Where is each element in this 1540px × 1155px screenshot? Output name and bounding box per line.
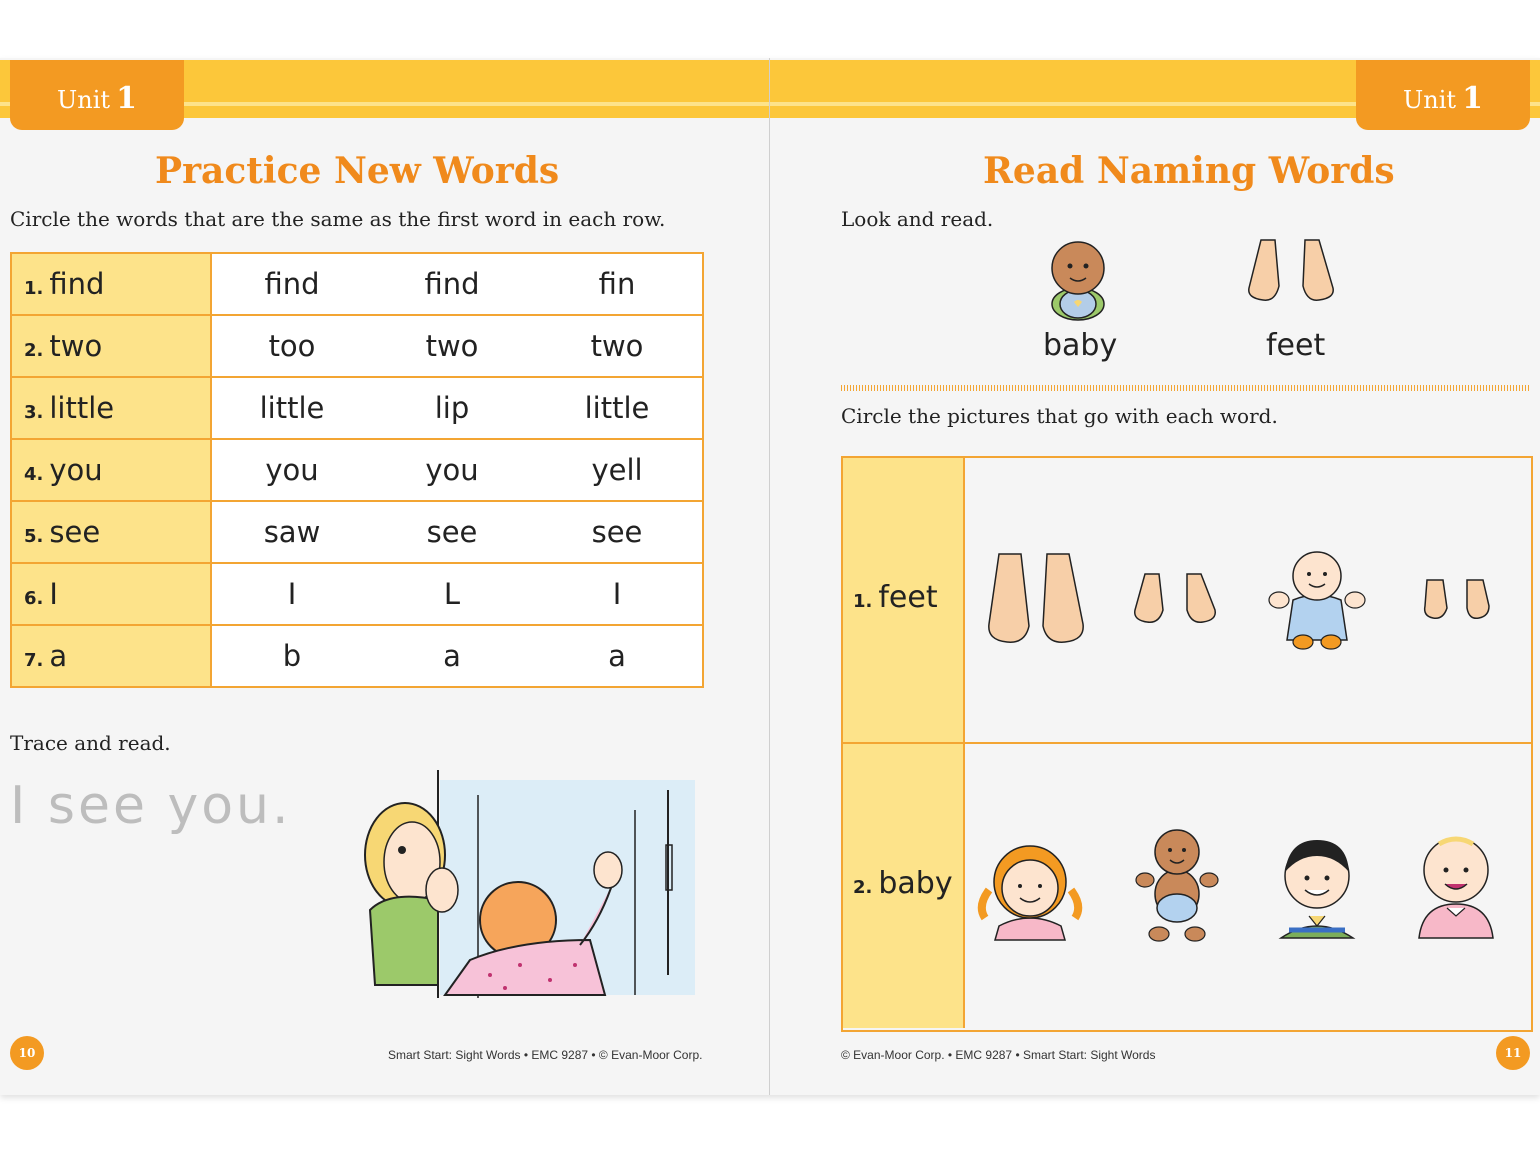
word-choice[interactable]: you (211, 439, 372, 501)
word-choice[interactable]: two (532, 315, 703, 377)
bare-feet-icon[interactable] (981, 550, 1091, 646)
row-number: 4. (24, 464, 44, 485)
baby-feet-icon[interactable] (1419, 576, 1493, 622)
girl-with-pigtails-icon[interactable] (975, 830, 1085, 942)
word-choice[interactable]: two (372, 315, 532, 377)
trace-instruction: Trace and read. (10, 731, 171, 755)
look-word: baby (1043, 328, 1118, 363)
word-choice[interactable]: saw (211, 501, 372, 563)
table-row (11, 563, 703, 625)
table-row (11, 625, 703, 687)
page-title: Practice New Words (155, 150, 560, 192)
workbook-spread (0, 58, 1540, 1095)
word-choice[interactable]: I (532, 563, 703, 625)
unit-label: Unit (57, 86, 111, 114)
word-table (10, 252, 704, 688)
row-number: 3. (24, 402, 44, 423)
target-word: feet (878, 580, 938, 615)
instruction: Circle the words that are the same as the first word in each row. (10, 207, 666, 231)
footer-credit: Smart Start: Sight Words • EMC 9287 • © Evan-Moor Corp. (388, 1048, 703, 1062)
unit-number: 1 (1462, 81, 1483, 116)
target-word-cell (843, 744, 965, 1028)
word-choice[interactable]: find (372, 253, 532, 315)
picture-table (841, 456, 1533, 1032)
word-choice[interactable]: a (532, 625, 703, 687)
target-word-cell (11, 439, 211, 501)
word-choice[interactable]: yell (532, 439, 703, 501)
baby-face-illustration (1044, 236, 1112, 322)
target-word-cell (11, 377, 211, 439)
picture-row (843, 744, 1531, 1028)
left-page (0, 58, 769, 1095)
page-number: 10 (10, 1036, 44, 1070)
table-row (11, 377, 703, 439)
table-row (11, 315, 703, 377)
page-title: Read Naming Words (983, 150, 1395, 192)
look-word: feet (1266, 328, 1326, 363)
target-word-cell (843, 458, 965, 742)
word-choice[interactable]: I (211, 563, 372, 625)
feet-illustration (1245, 236, 1337, 306)
target-word: two (49, 329, 103, 363)
word-choice[interactable]: a (372, 625, 532, 687)
word-choice[interactable]: little (211, 377, 372, 439)
target-word: baby (878, 866, 953, 901)
word-choice[interactable]: see (372, 501, 532, 563)
table-row (11, 439, 703, 501)
baby-sitting-icon[interactable] (1263, 544, 1371, 652)
target-word: little (49, 391, 115, 425)
word-choice[interactable]: too (211, 315, 372, 377)
target-word: I (49, 577, 58, 611)
small-feet-icon[interactable] (1131, 570, 1219, 628)
row-number: 5. (24, 526, 44, 547)
target-word: you (49, 453, 103, 487)
word-choice[interactable]: lip (372, 377, 532, 439)
word-choice[interactable]: you (372, 439, 532, 501)
row-number: 2. (853, 877, 873, 898)
target-word-cell (11, 501, 211, 563)
word-choice[interactable]: L (372, 563, 532, 625)
unit-tab (10, 60, 184, 130)
table-row (11, 501, 703, 563)
footer-credit: © Evan-Moor Corp. • EMC 9287 • Smart Start: Sight Words (841, 1048, 1156, 1062)
word-choice[interactable]: little (532, 377, 703, 439)
dotted-divider (841, 385, 1530, 391)
page-number: 11 (1496, 1036, 1530, 1070)
trace-sentence[interactable]: I see you. (10, 776, 292, 836)
unit-number: 1 (116, 81, 137, 116)
unit-label: Unit (1403, 86, 1457, 114)
peekaboo-illustration (350, 770, 700, 1000)
target-word-cell (11, 253, 211, 315)
table-row (11, 253, 703, 315)
word-choice[interactable]: b (211, 625, 372, 687)
boy-icon[interactable] (1275, 830, 1359, 942)
row-number: 1. (853, 591, 873, 612)
row-number: 6. (24, 588, 44, 609)
right-page (770, 58, 1540, 1095)
baby-in-diaper-icon[interactable] (1133, 826, 1221, 944)
row-number: 7. (24, 650, 44, 671)
target-word-cell (11, 563, 211, 625)
look-instruction: Look and read. (841, 207, 994, 231)
row-number: 1. (24, 278, 44, 299)
target-word-cell (11, 625, 211, 687)
circle-instruction: Circle the pictures that go with each word. (841, 404, 1278, 428)
target-word: a (49, 639, 68, 673)
word-choice[interactable]: find (211, 253, 372, 315)
baby-in-pink-icon[interactable] (1409, 830, 1503, 942)
picture-row (843, 458, 1531, 744)
word-choice[interactable]: fin (532, 253, 703, 315)
row-number: 2. (24, 340, 44, 361)
unit-tab (1356, 60, 1530, 130)
word-choice[interactable]: see (532, 501, 703, 563)
target-word: see (49, 515, 101, 549)
target-word: find (49, 267, 105, 301)
target-word-cell (11, 315, 211, 377)
